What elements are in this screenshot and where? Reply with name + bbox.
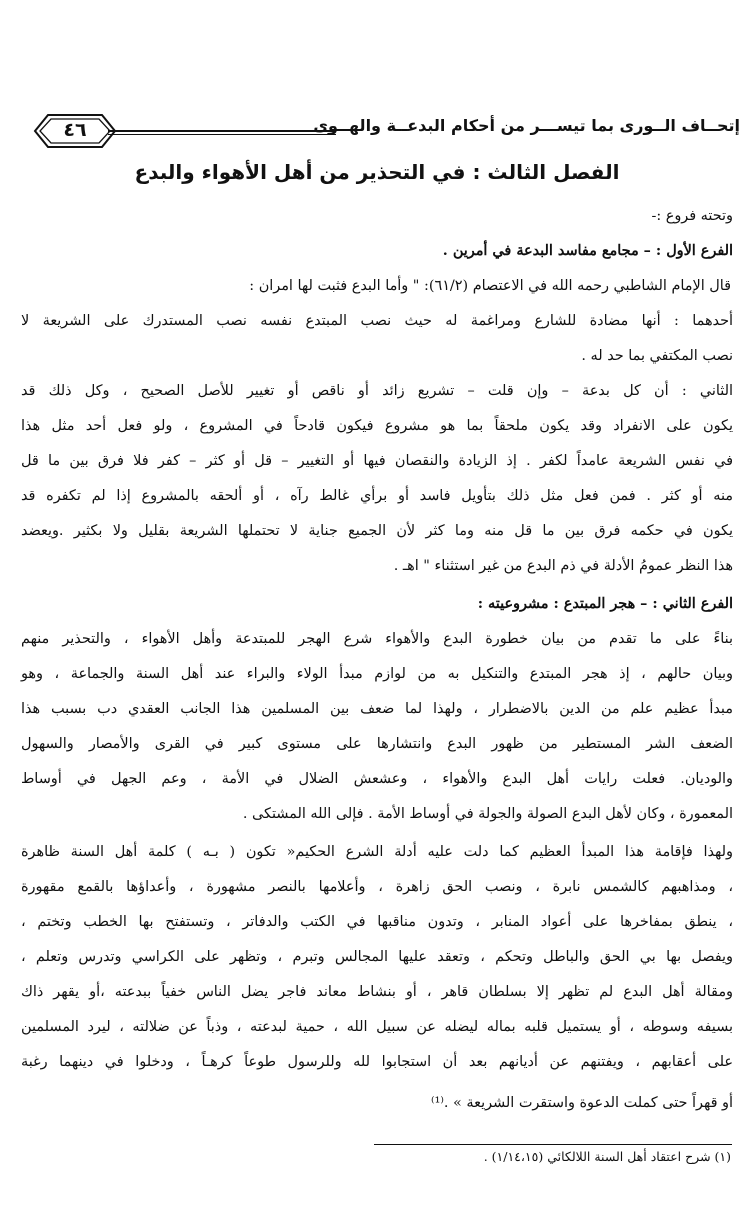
text-line: ، ينطق بمفاخرها على أعواد المنابر ، وتدون مناقبها في الكتب والدفاتر ، وتستفتح بها الخطب وتختم ، — [21, 914, 733, 930]
text-line: منه أو كثر . فمن فعل مثل ذلك بتأويل فاسد أو برأي غالط رآه ، أو ألحقه بالمشروع إذا لم تكفره قد — [21, 488, 733, 504]
page-number: ٤٦ — [63, 119, 87, 141]
text-line: ومقالة أهل البدع لم تظهر إلا بسلطان قاهر ، أو بنشاط معاند فاجر يضل الناس خفياً ببدعته ،أو يقهر ذاك — [21, 984, 733, 1000]
text-line: هذا النظر عمومُ الأدلة في ذم البدع من غير استثناء " اهـ . — [393, 558, 733, 574]
text-line: ولهذا فإقامة هذا المبدأ العظيم كما دلت عليه أدلة الشرع الحكيم« تكون ( بـه ) كلمة أهل السنة ظاهرة — [21, 844, 733, 860]
footnote-separator — [374, 1144, 732, 1145]
text-line: يكون في حكمه فرق بين ما قل منه وما كثر لأن الجميع جناية لا تحتملها الشريعة بقليل ولا بكثير .ويعضد — [21, 523, 733, 539]
text-line: والوديان. فعلت رايات أهل البدع والأهواء ، وعشعش الضلال في الأمة ، وعم الجهل في أوساط — [21, 771, 733, 787]
text-line: يكون على الانفراد وقد يكون ملحقاً بما هو مشروع فيكون قادحاً في المشروع ، ولو فعل أحد مثل هذا — [21, 418, 733, 434]
running-header — [14, 110, 740, 154]
text-line: ويفصل بها بي الحق والباطل وتحكم ، وتعقد عليها المجالس وتبرم ، وتظهر على الكراسي وتدرس وتعلم ، — [21, 949, 733, 965]
text-line: نصب المكتفي بما حد له . — [581, 348, 733, 364]
page-number-badge — [32, 112, 118, 150]
text-line: بناءً على ما تقدم من بيان خطورة البدع والأهواء شرع الهجر للمبتدعة وأهل الأهواء ، والتحذير منهم — [21, 631, 733, 647]
text-line: على أعقابهم ، ويفتنهم عن أديانهم بعد أن استجابوا لله وللرسول طوعاً كرهـاً ، ودخلوا في دينهما رغبة — [21, 1054, 733, 1070]
text-line: الثاني : أن كل بدعة – وإن قلت – تشريع زائد أو ناقص أو تغيير للأصل الصحيح ، وكل ذلك قد — [21, 383, 733, 399]
text-line: أحدهما : أنها مضادة للشارع ومراغمة له حيث نصب المبتدع نفسه نصب المستدرك على الشريعة لا — [21, 313, 733, 329]
text-line: وتحته فروع :- — [651, 208, 733, 224]
text-line: أو قهراً حتى كملت الدعوة واستقرت الشريعة » .⁽¹⁾ — [431, 1095, 733, 1111]
header-rule — [108, 130, 336, 135]
text-line: مبدأ عظيم علم من الدين بالاضطرار ، ولهذا لما ضعف بين المسلمين هذا الجانب العقدي دب بسبب هذا — [21, 701, 733, 717]
section-heading: الفرع الثاني : – هجر المبتدع : مشروعيته : — [477, 595, 733, 612]
text-line: ، ومذاهبهم كالشمس نابرة ، ونصب الحق زاهرة ، وأعلامها بالنصر مشهورة ، وأعداؤها بالقمع مقهورة — [21, 879, 733, 895]
section-heading: الفرع الأول : – مجامع مفاسد البدعة في أمرين . — [442, 242, 733, 259]
running-title: إتحــاف الــورى بما تيســـر من أحكام البدعــة والهــوى — [313, 116, 740, 135]
text-line: المعمورة ، وكان لأهل البدع الصولة والجولة في أوساط الأمة . فإلى الله المشتكى . — [242, 806, 733, 822]
text-line: بسيفه وسوطه ، أو يستميل قلبه بماله ليضله عن سبيل الله ، حمية لبدعته ، وذباً عن ضلالته ، ليرد المسلمين — [21, 1019, 733, 1035]
text-line: وبيان حالهم ، إذ هجر المبتدع والتنكيل به من لوازم مبدأ الولاء والبراء عند أهل السنة والجماعة ، وهو — [21, 666, 733, 682]
chapter-title: الفصل الثالث : في التحذير من أهل الأهواء والبدع — [134, 160, 620, 184]
text-line: في نفس الشريعة عامداً لكفر . إذ الزيادة والنقصان فيها أو التغيير – قل أو كثر – كفر فلا فرق بين ما قل — [21, 453, 733, 469]
text-line: الضعف الشر المستطير من ظهور البدع وانتشارها على مستوى كبير في القرى والأمصار والسهول — [21, 736, 733, 752]
text-line: قال الإمام الشاطبي رحمه الله في الاعتصام (٦١/٢): " وأما البدع فثبت لها امران : — [249, 278, 731, 294]
footnote: (١) شرح اعتقاد أهل السنة اللالكائي (١/١٤،١٥) . — [483, 1149, 731, 1164]
